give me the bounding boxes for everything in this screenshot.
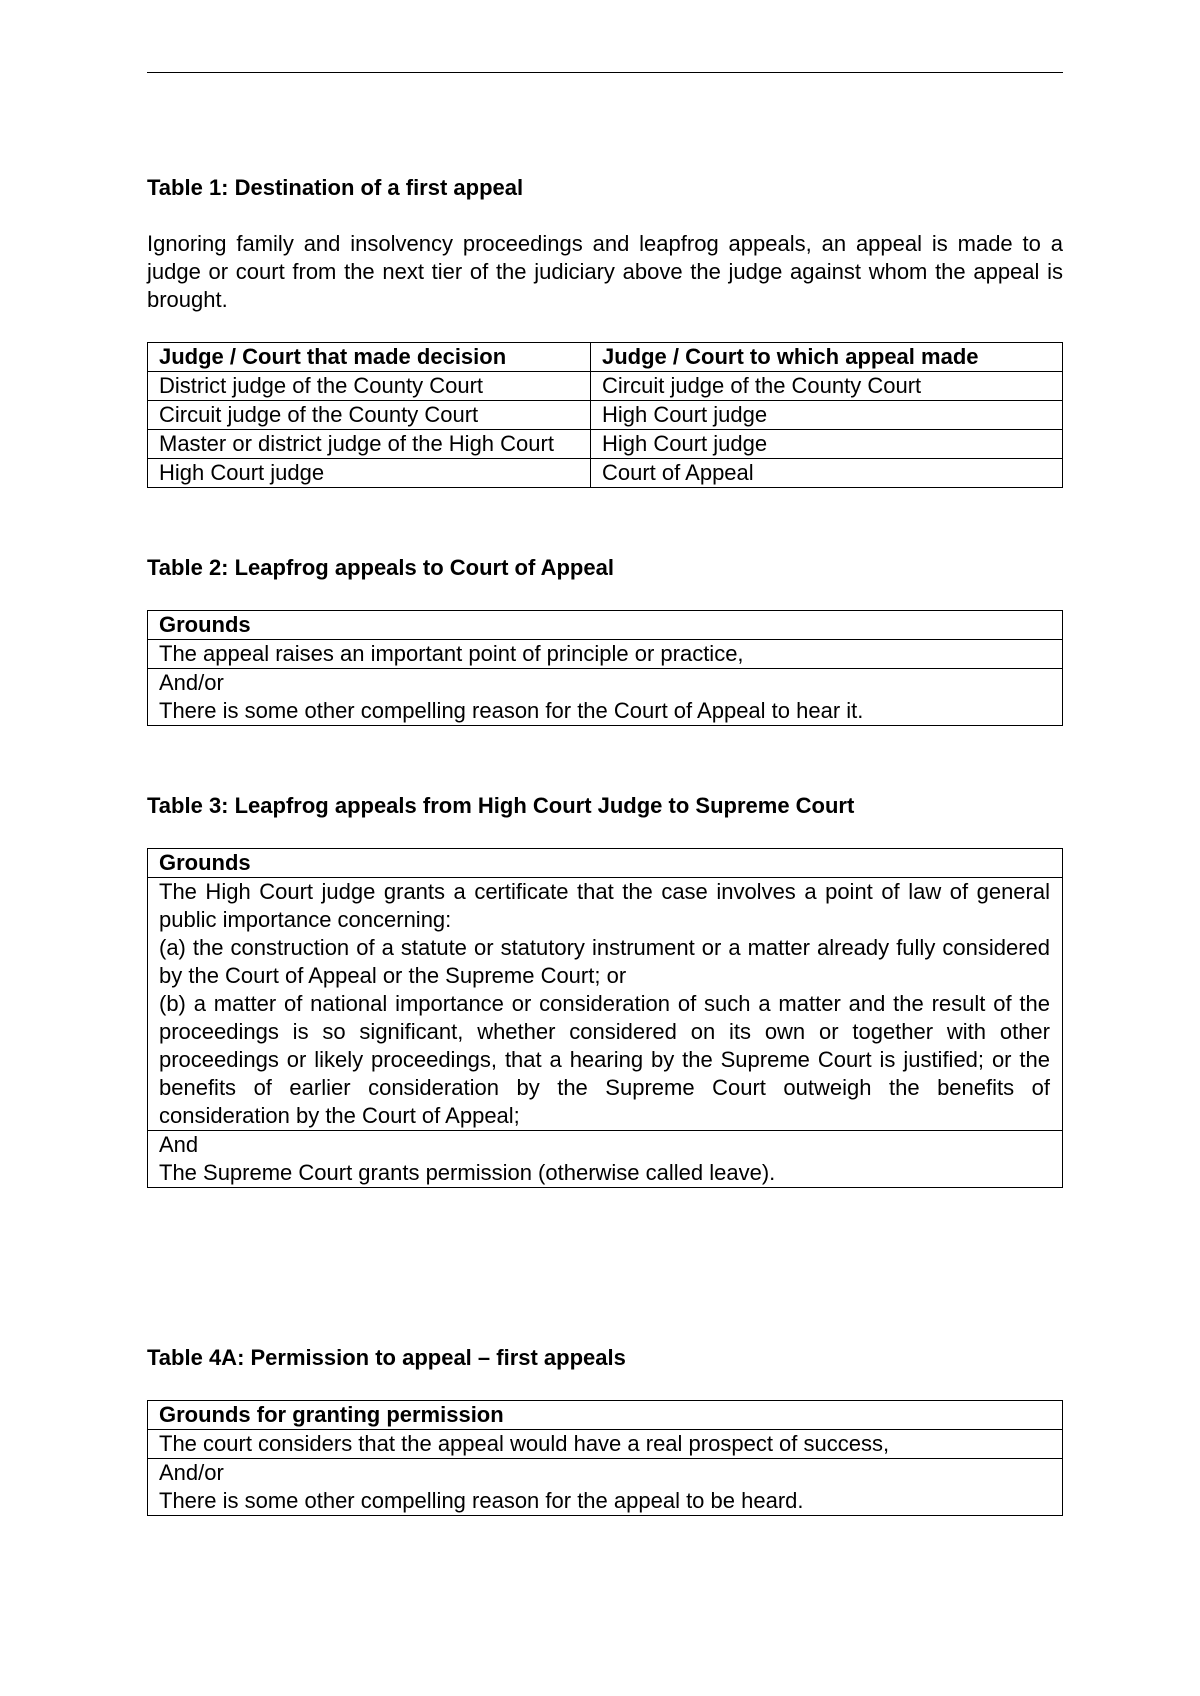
- table3-header: Grounds: [148, 849, 1063, 878]
- table2-header: Grounds: [148, 611, 1063, 640]
- cell-line: (a) the construction of a statute or statutory instrument or a matter already fully considered by the Court of Appeal or the Supreme Court; or: [159, 935, 1050, 988]
- table1-title: Table 1: Destination of a first appeal: [147, 175, 524, 200]
- table-cell: Circuit judge of the County Court: [591, 372, 1063, 401]
- table-cell: Court of Appeal: [591, 459, 1063, 488]
- table-cell: [148, 1131, 1063, 1188]
- table-cell: High Court judge: [591, 401, 1063, 430]
- table-row: [148, 430, 1063, 459]
- cell-line: And/or: [159, 670, 224, 695]
- table-cell: High Court judge: [591, 430, 1063, 459]
- table-cell: Circuit judge of the County Court: [148, 401, 591, 430]
- cell-line: The Supreme Court grants permission (otherwise called leave).: [159, 1160, 776, 1185]
- table4a: [147, 1400, 1063, 1516]
- table1-header-appeal: Judge / Court to which appeal made: [591, 343, 1063, 372]
- table2: [147, 610, 1063, 726]
- table4a-title: Table 4A: Permission to appeal – first appeals: [147, 1345, 626, 1370]
- document-content: [147, 174, 1063, 1516]
- table-row: [148, 372, 1063, 401]
- table-header-row: [148, 611, 1063, 640]
- table-row: [148, 459, 1063, 488]
- table-cell: The appeal raises an important point of principle or practice,: [148, 640, 1063, 669]
- table-header-row: [148, 849, 1063, 878]
- table1-intro: Ignoring family and insolvency proceedings and leapfrog appeals, an appeal is made to a judge or court from the next tier of the judiciary above the judge against whom the appeal is brought.: [147, 231, 1063, 312]
- table-cell: District judge of the County Court: [148, 372, 591, 401]
- cell-line: There is some other compelling reason for the appeal to be heard.: [159, 1488, 804, 1513]
- table-cell: High Court judge: [148, 459, 591, 488]
- top-rule: [147, 72, 1063, 73]
- table-cell: [148, 1459, 1063, 1516]
- table-row: [148, 1131, 1063, 1188]
- cell-line: (b) a matter of national importance or consideration of such a matter and the result of the proceedings is so significant, whether considered on its own or together with other proceedings or likely proceedings, that a hearing by the Supreme Court is justified; or the benefits of earlier consideration by the Supreme Court outweigh the benefits of consideration by the Court of Appeal;: [159, 991, 1050, 1128]
- table-row: [148, 401, 1063, 430]
- table-cell: [148, 669, 1063, 726]
- table-cell: [148, 878, 1063, 1131]
- table-cell: Master or district judge of the High Court: [148, 430, 591, 459]
- table1-header-decision: Judge / Court that made decision: [148, 343, 591, 372]
- table-row: [148, 669, 1063, 726]
- table-cell: The court considers that the appeal would have a real prospect of success,: [148, 1430, 1063, 1459]
- table3-title: Table 3: Leapfrog appeals from High Court Judge to Supreme Court: [147, 793, 855, 818]
- cell-line: And/or: [159, 1460, 224, 1485]
- cell-line: The High Court judge grants a certificate that the case involves a point of law of general public importance concerning:: [159, 879, 1050, 932]
- table1: [147, 342, 1063, 488]
- table-header-row: [148, 343, 1063, 372]
- table3: [147, 848, 1063, 1188]
- table-header-row: [148, 1401, 1063, 1430]
- table-row: [148, 640, 1063, 669]
- cell-line: There is some other compelling reason for the Court of Appeal to hear it.: [159, 698, 864, 723]
- cell-line: And: [159, 1132, 199, 1157]
- table-row: [148, 878, 1063, 1131]
- table-row: [148, 1430, 1063, 1459]
- table2-title: Table 2: Leapfrog appeals to Court of Appeal: [147, 555, 614, 580]
- table-row: [148, 1459, 1063, 1516]
- table4a-header: Grounds for granting permission: [148, 1401, 1063, 1430]
